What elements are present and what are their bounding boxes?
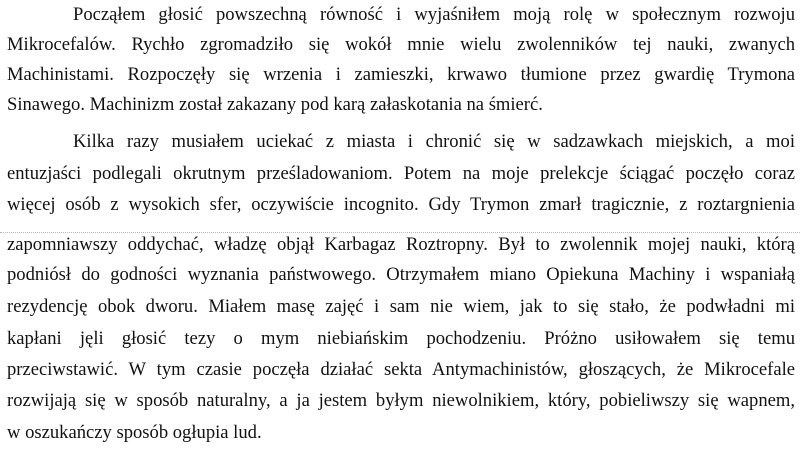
paragraph-1-line-2: Mikrocefalów. Rychło zgromadziło się wokół mnie wielu zwolenników tej nauki, zwanych (7, 34, 795, 55)
paragraph-2-line-5: podniósł do godności wyznania państwowego. Otrzymałem miano Opiekuna Machiny i wspaniałą (7, 264, 795, 285)
paragraph-2-line-6: rezydencję obok dworu. Miałem masę zajęć i sam nie wiem, jak to się stało, że podwładni mi (7, 296, 795, 317)
paragraph-2-line-1: Kilka razy musiałem uciekać z miasta i chronić się w sadzawkach miejskich, a moi (73, 131, 795, 152)
paragraph-2-line-10: w oszukańczy sposób ogłupia lud. (7, 422, 262, 443)
paragraph-2-line-8: przeciwstawić. W tym czasie poczęła działać sekta Antymachinistów, głoszących, że Mikrocefale (7, 359, 795, 380)
paragraph-2-line-7: kapłani jęli głosić tezy o mym niebiańskim pochodzeniu. Próżno usiłowałem się temu (7, 328, 795, 349)
paragraph-2-line-4: zapomniawszy oddychać, władzę objął Karbagaz Roztropny. Był to zwolennik mojej nauki, którą (7, 234, 795, 255)
paragraph-1-line-3: Machinistami. Rozpoczęły się wrzenia i zamieszki, krwawo tłumione przez gwardię Trymona (7, 64, 795, 85)
paragraph-2-line-2: entuzjaści podlegali okrutnym prześladowaniom. Potem na moje prelekcje ściągać poczęło coraz (7, 163, 795, 184)
paragraph-1-line-1: Począłem głosić powszechną równość i wyjaśniłem moją rolę w społecznym rozwoju (73, 4, 795, 25)
paragraph-1-line-4: Sinawego. Machinizm został zakazany pod karą załaskotania na śmierć. (7, 94, 543, 115)
paragraph-2-line-9: rozwijają się w sposób naturalny, a ja jestem byłym niewolnikiem, który, pobieliwszy się wapnem, (7, 390, 795, 411)
paragraph-2-line-3: więcej osób z wysokich sfer, oczywiście incognito. Gdy Trymon zmarł tragicznie, z roztargnienia (7, 194, 795, 215)
